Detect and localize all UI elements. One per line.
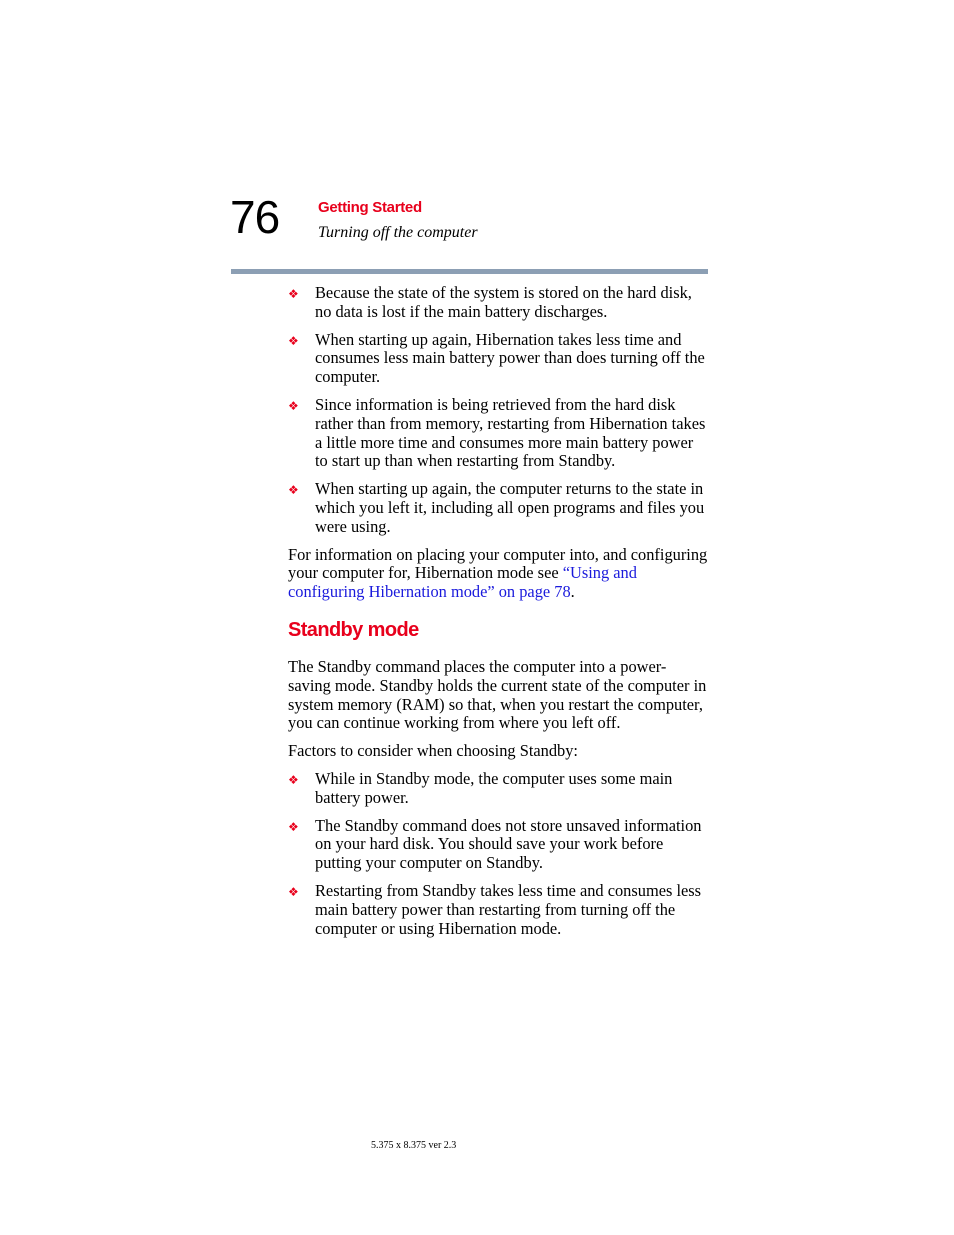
- bullet-text: The Standby command does not store unsaved information on your hard disk. You should save your work before putting your computer on Standby.: [315, 815, 702, 873]
- standby-factors-intro: Factors to consider when choosing Standby:: [288, 741, 578, 761]
- bullet-text: When starting up again, the computer returns to the state in which you left it, including all open programs and files you were using.: [315, 479, 705, 536]
- bullet-text: Since information is being retrieved from the hard disk rather than from memory, restarting from Hibernation takes a little more time and consumes more main battery power to start up than when restarting from Standby.: [315, 394, 706, 471]
- bullet-text: While in Standby mode, the computer uses some main battery power.: [315, 768, 673, 807]
- header-rule: [231, 269, 708, 274]
- bullet-text: Because the state of the system is stored on the hard disk, no data is lost if the main battery discharges.: [315, 283, 692, 321]
- list-item: [288, 284, 708, 322]
- standby-intro-paragraph: The Standby command places the computer into a power-saving mode. Standby holds the current state of the computer in system memory (RAM) so that, when you restart the computer, you can continue working from where you left off.: [288, 656, 707, 733]
- running-head: [318, 198, 478, 243]
- hibernation-info-paragraph: [288, 546, 708, 602]
- red-diamond-ornament-icon: ❖: [288, 287, 299, 301]
- red-diamond-ornament-icon: ❖: [288, 483, 299, 498]
- red-diamond-ornament-icon: ❖: [288, 884, 299, 899]
- list-item: [288, 396, 708, 471]
- red-diamond-ornament-icon: ❖: [288, 772, 299, 787]
- bullet-text: Restarting from Standby takes less time and consumes less main battery power than restarting from turning off the computer or using Hibernation mode.: [315, 880, 702, 938]
- page-number: 76: [230, 191, 280, 243]
- page-body: [288, 284, 708, 947]
- list-item: [288, 817, 708, 873]
- bullet-text: When starting up again, Hibernation takes less time and consumes less main battery power than does turning off the computer.: [315, 329, 705, 387]
- hibernation-info-end: .: [570, 582, 575, 602]
- page-footer: 5.375 x 8.375 ver 2.3: [371, 1140, 457, 1151]
- list-item: [288, 882, 708, 938]
- hibernation-info-text: For information on placing your computer into, and configuring your computer for, Hibernation mode see: [288, 544, 708, 583]
- list-item: [288, 331, 708, 387]
- hibernation-cross-reference-link[interactable]: “Using and configuring Hibernation mode” on page 78: [288, 563, 637, 602]
- hibernation-bullet-list: [288, 284, 708, 537]
- red-diamond-ornament-icon: ❖: [288, 398, 299, 413]
- chapter-title: Getting Started: [318, 199, 422, 216]
- standby-heading: Standby mode: [288, 618, 419, 641]
- red-diamond-ornament-icon: ❖: [288, 819, 299, 834]
- list-item: [288, 480, 708, 536]
- list-item: [288, 770, 708, 808]
- section-title: Turning off the computer: [318, 224, 478, 241]
- red-diamond-ornament-icon: ❖: [288, 333, 299, 348]
- standby-bullet-list: [288, 770, 708, 938]
